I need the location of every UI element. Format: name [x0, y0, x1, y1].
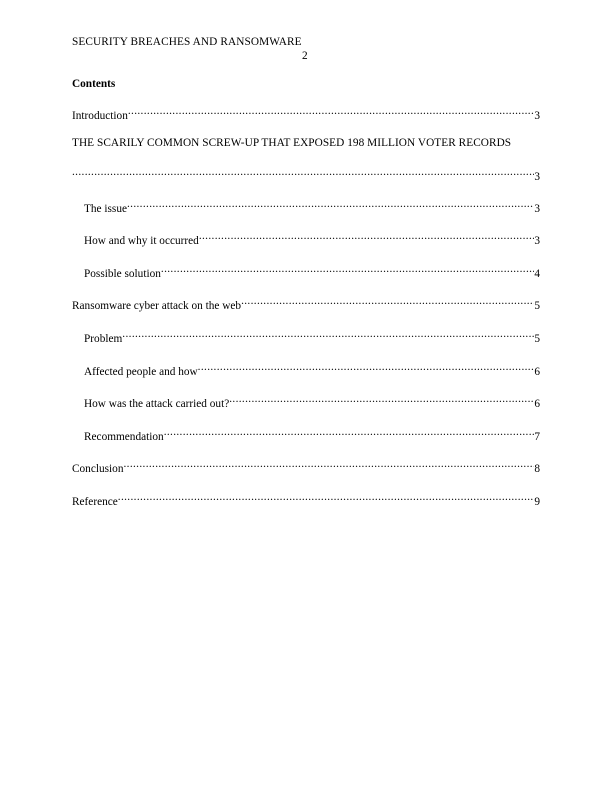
- toc-entry-page: 3: [534, 171, 540, 183]
- toc-dot-leader: [123, 458, 534, 472]
- toc-dot-leader: [72, 166, 534, 180]
- toc-dot-leader: [128, 105, 534, 119]
- toc-entry-label: Ransomware cyber attack on the web: [72, 300, 242, 312]
- toc-dot-leader: [122, 328, 534, 342]
- toc-entry-affected-people[interactable]: [84, 361, 540, 378]
- toc-dot-leader: [118, 491, 535, 505]
- toc-entry-page: 5: [534, 333, 540, 345]
- toc-entry-page: 8: [534, 463, 540, 475]
- toc-entry-how-and-why[interactable]: [84, 230, 540, 247]
- toc-entry-label: THE SCARILY COMMON SCREW-UP THAT EXPOSED 198 MILLION VOTER RECORDS: [72, 137, 512, 149]
- toc-entry-label: Conclusion: [72, 463, 124, 475]
- toc-entry-label: Affected people and how: [84, 366, 198, 378]
- toc-entry-ransomware[interactable]: [72, 295, 540, 312]
- page-number: 2: [302, 50, 308, 62]
- toc-entry-reference[interactable]: [72, 491, 540, 508]
- toc-entry-label: The issue: [84, 203, 127, 215]
- toc-entry-label: Introduction: [72, 110, 128, 122]
- toc-entry-label: How was the attack carried out?: [84, 398, 230, 410]
- toc-entry-introduction[interactable]: [72, 105, 540, 122]
- toc-entry-page: 3: [534, 235, 540, 247]
- toc-entry-page: 9: [534, 496, 540, 508]
- toc-entry-label: Possible solution: [84, 268, 161, 280]
- toc-entry-page: 3: [534, 110, 540, 122]
- toc-entry-voter-records-leader-line[interactable]: [72, 166, 540, 183]
- toc-entry-conclusion[interactable]: [72, 458, 540, 475]
- toc-entry-page: 5: [534, 300, 540, 312]
- running-header-title: SECURITY BREACHES AND RANSOMWARE: [72, 36, 302, 48]
- contents-heading: Contents: [72, 78, 116, 90]
- toc-entry-label: Recommendation: [84, 431, 164, 443]
- toc-dot-leader: [199, 230, 535, 244]
- toc-dot-leader: [241, 295, 534, 309]
- toc-dot-leader: [229, 393, 534, 407]
- toc-entry-the-issue[interactable]: [84, 198, 540, 215]
- toc-entry-label: Problem: [84, 333, 123, 345]
- toc-entry-voter-records[interactable]: [72, 137, 540, 149]
- toc-entry-page: 3: [534, 203, 540, 215]
- toc-entry-page: 4: [534, 268, 540, 280]
- toc-entry-how-attack-carried-out[interactable]: [84, 393, 540, 410]
- toc-dot-leader: [164, 426, 535, 440]
- toc-dot-leader: [161, 263, 534, 277]
- toc-entry-page: 6: [534, 398, 540, 410]
- toc-dot-leader: [198, 361, 535, 375]
- toc-entry-problem[interactable]: [84, 328, 540, 345]
- toc-dot-leader: [127, 198, 534, 212]
- toc-entry-page: 7: [534, 431, 540, 443]
- toc-entry-page: 6: [534, 366, 540, 378]
- toc-entry-recommendation[interactable]: [84, 426, 540, 443]
- toc-entry-label: Reference: [72, 496, 118, 508]
- toc-entry-label: How and why it occurred: [84, 235, 199, 247]
- toc-entry-possible-solution[interactable]: [84, 263, 540, 280]
